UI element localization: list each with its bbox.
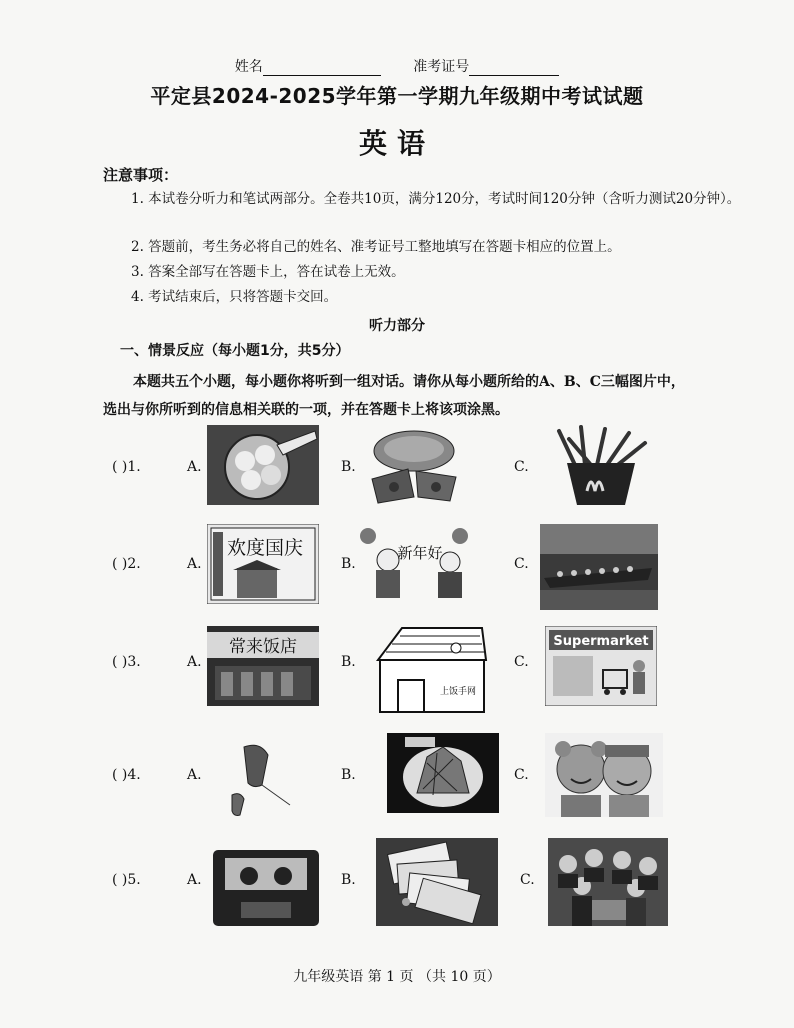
option-c-label: C.: [514, 459, 529, 475]
cassette-tape-image[interactable]: [213, 850, 319, 926]
option-c-label: C.: [514, 654, 529, 670]
house-sign-text: 上饭手网: [439, 687, 477, 697]
exam-title: 平定县2024-2025学年第一学期九年级期中考试试题: [150, 84, 644, 108]
sky-lantern-image[interactable]: [210, 733, 300, 823]
house-image[interactable]: [372, 624, 490, 714]
mooncake-image[interactable]: [358, 425, 470, 505]
section-title: 听力部分: [369, 318, 425, 334]
id-field[interactable]: [413, 56, 559, 76]
question-1: [0, 425, 794, 515]
question-label: ( )5.: [112, 872, 141, 888]
supermarket-image[interactable]: [545, 626, 657, 706]
question-2: [0, 524, 794, 614]
name-label: 姓名: [234, 59, 263, 75]
supermarket-sign-text: Supermarket: [553, 634, 649, 649]
option-b-label: B.: [341, 654, 356, 670]
option-c-label: C.: [520, 872, 535, 888]
option-a-label: A.: [187, 654, 202, 670]
notice-item-1: 1. 本试卷分听力和笔试两部分。全卷共10页，满分120分，考试时间120分钟（含听力测试20分钟）。: [131, 191, 741, 207]
option-a-label: A.: [187, 872, 202, 888]
flash-cards-image[interactable]: [376, 838, 498, 926]
question-label: ( )3.: [112, 654, 141, 670]
name-blank[interactable]: [263, 61, 381, 76]
option-a-label: A.: [187, 767, 202, 783]
national-day-text: 欢度国庆: [226, 537, 304, 559]
french-fries-image[interactable]: [545, 425, 657, 505]
instruction: [103, 368, 753, 424]
question-3: [0, 624, 794, 714]
instruction-line-1: 本题共五个小题，每小题你将听到一组对话。请你从每小题所给的A、B、C三幅图片中，: [133, 374, 685, 390]
new-year-image[interactable]: [358, 524, 470, 604]
id-label: 准考证号: [413, 59, 470, 75]
national-day-image[interactable]: [207, 524, 319, 604]
option-b-label: B.: [341, 767, 356, 783]
question-4: [0, 733, 794, 823]
candidate-fields: [0, 56, 794, 76]
name-field[interactable]: [235, 56, 381, 76]
option-c-label: C.: [514, 556, 529, 572]
dragon-boat-image[interactable]: [540, 524, 658, 610]
notice-item-4: 4. 考试结束后，只将答题卡交回。: [131, 289, 338, 305]
page-footer: 九年级英语 第 1 页 （共 10 页）: [293, 969, 501, 985]
option-c-label: C.: [514, 767, 529, 783]
option-b-label: B.: [341, 872, 356, 888]
part-title: 一、情景反应（每小题1分，共5分）: [120, 343, 350, 359]
question-label: ( )4.: [112, 767, 141, 783]
option-b-label: B.: [341, 459, 356, 475]
notice-item-2: 2. 答题前，考生务必将自己的姓名、准考证号工整地填写在答题卡相应的位置上。: [131, 239, 621, 255]
option-b-label: B.: [341, 556, 356, 572]
tangyuan-bowl-image[interactable]: [207, 425, 319, 505]
question-label: ( )2.: [112, 556, 141, 572]
question-label: ( )1.: [112, 459, 141, 475]
students-group-image[interactable]: [548, 838, 668, 926]
option-a-label: A.: [187, 556, 202, 572]
notice-title: 注意事项：: [103, 166, 179, 184]
option-a-label: A.: [187, 459, 202, 475]
new-year-text: 新年好: [397, 544, 443, 562]
instruction-line-2: 选出与你所听到的信息相关联的一项，并在答题卡上将该项涂黑。: [103, 402, 509, 418]
subject-title: 英语: [358, 127, 435, 160]
clay-figures-image[interactable]: [545, 733, 663, 817]
restaurant-image[interactable]: [207, 626, 319, 706]
notice-item-3: 3. 答案全部写在答题卡上，答在试卷上无效。: [131, 264, 405, 280]
stage-drawing-image[interactable]: [387, 733, 499, 813]
id-blank[interactable]: [469, 61, 559, 76]
restaurant-sign-text: 常来饭店: [229, 637, 297, 657]
question-5: [0, 838, 794, 928]
